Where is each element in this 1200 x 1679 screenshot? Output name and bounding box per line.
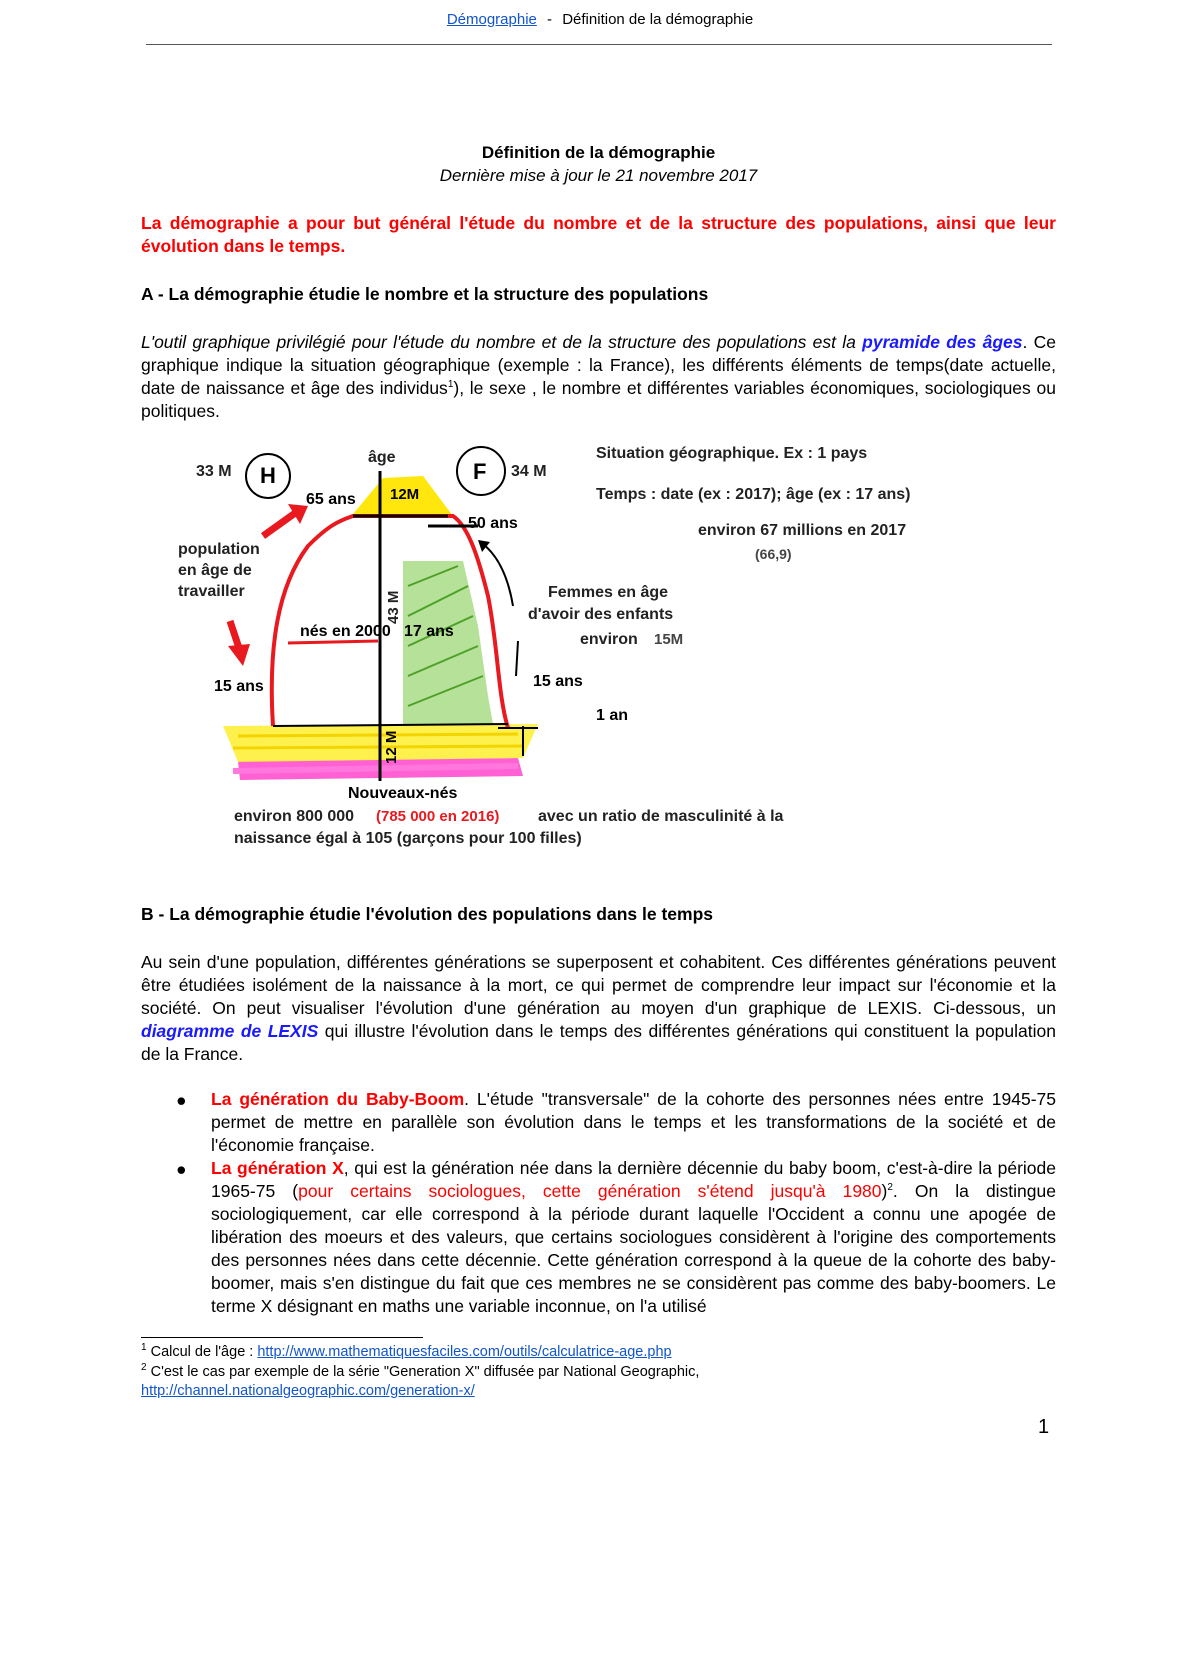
fig-femmes1: Femmes en âge xyxy=(548,584,669,601)
fig-temps: Temps : date (ex : 2017); âge (ex : 17 ans) xyxy=(596,486,911,503)
fig-pop1: population xyxy=(178,541,260,558)
footnote-ref-2[interactable]: 2 xyxy=(887,1182,893,1194)
fig-15ans-right: 15 ans xyxy=(533,673,583,690)
fig-12m-bottom: 12 M xyxy=(383,730,400,764)
section-b-text-end: qui illustre l'évolution dans le temps des différentes générations qui constituent la population de la France. xyxy=(141,1021,1056,1064)
fig-785: (785 000 en 2016) xyxy=(376,808,500,825)
fig-env67: environ 67 millions en 2017 xyxy=(698,522,907,539)
footnote-1-text: Calcul de l'âge : xyxy=(146,1344,258,1360)
section-a-text-mid: . Ce graphique indique la situation géographique (exemple : la France), les différents éléments de temps(date actuelle, date de naissance et âge des individus xyxy=(141,332,1056,398)
bullet-marker-1: ● xyxy=(176,1090,187,1110)
section-b-paragraph xyxy=(141,951,1056,1066)
header-divider xyxy=(146,44,1052,45)
footnote-1-num: 1 xyxy=(141,1342,147,1354)
page-number: 1 xyxy=(1038,1416,1050,1438)
section-a-heading: A - La démographie étudie le nombre et la structure des populations xyxy=(141,284,709,304)
page-title: Définition de la démographie xyxy=(481,143,716,162)
bullet-item-babyboom xyxy=(211,1088,1056,1157)
fig-ratio: avec un ratio de masculinité à la xyxy=(538,808,784,825)
fig-1an: 1 an xyxy=(596,707,629,724)
fig-50ans: 50 ans xyxy=(468,515,518,532)
footnote-2-link[interactable]: http://channel.nationalgeographic.com/generation-x/ xyxy=(141,1383,475,1399)
bullet-2-text3: . On la distingue sociologiquement, car elle correspond à la période durant laquelle l'Occident a connu une apogée de libération des moeurs et des valeurs, que certains sociologues considèrent à l'origine des comportements des personnes nées dans cette décennie. Cette génération correspond à la queue de la cohorte des baby-boomer, mais s'en distingue du fait que ces membres ne se considèrent pas comme des baby-boomers. Le terme X désignant en maths une variable inconnue, on l'a utilisé xyxy=(211,1181,1056,1316)
fig-age: âge xyxy=(368,449,396,466)
header-link-demographie[interactable]: Démographie xyxy=(446,11,537,28)
section-a-paragraph xyxy=(141,331,1056,423)
footnote-divider xyxy=(141,1337,423,1338)
fig-43m: 43 M xyxy=(385,590,402,624)
footnote-2 xyxy=(141,1363,1056,1401)
footnote-1 xyxy=(141,1343,1056,1362)
section-a-text-end: ), le sexe , le nombre et différentes variables économiques, sociologiques ou politiques. xyxy=(141,378,1056,421)
bullet-2-text1: , qui est la génération née dans la dernière décennie du baby boom, c'est-à-dire la période 1965-75 ( xyxy=(211,1158,1056,1201)
fig-f: F xyxy=(473,459,487,484)
fig-15m: 15M xyxy=(654,631,684,648)
fig-nes2000: nés en 2000 xyxy=(300,623,391,640)
fig-env800: environ 800 000 xyxy=(234,808,355,825)
bullet-marker-2: ● xyxy=(176,1159,187,1179)
fig-65ans: 65 ans xyxy=(306,491,356,508)
bullet-2-red: pour certains sociologues, cette génération s'étend jusqu'à 1980 xyxy=(298,1181,882,1201)
fig-669: (66,9) xyxy=(755,546,792,562)
fig-pop2: en âge de xyxy=(178,562,252,579)
fig-nouveaux-nes: Nouveaux-nés xyxy=(348,785,458,802)
footnote-1-link[interactable]: http://www.mathematiquesfaciles.com/outils/calculatrice-age.php xyxy=(257,1344,672,1360)
fig-12m-top: 12M xyxy=(390,486,420,503)
bullet-1-title: La génération du Baby-Boom xyxy=(211,1089,465,1109)
update-date: Dernière mise à jour le 21 novembre 2017 xyxy=(439,166,758,185)
section-a-text-start: L'outil graphique privilégié pour l'étude du nombre et de la structure des populations est la xyxy=(141,332,863,352)
fig-m34: 34 M xyxy=(511,463,547,480)
bullet-2-text2: ) xyxy=(881,1181,888,1201)
fig-m33: 33 M xyxy=(196,463,232,480)
bullet-1-text: . L'étude "transversale" de la cohorte des personnes nées entre 1945-75 permet de mettre en parallèle son évolution dans le temps et les transformations de la société et de l'économie française. xyxy=(211,1089,1056,1155)
section-b-heading: B - La démographie étudie l'évolution des populations dans le temps xyxy=(141,904,714,924)
fig-naissance: naissance égal à 105 (garçons pour 100 filles) xyxy=(234,830,582,847)
bullet-item-generation-x xyxy=(211,1157,1056,1318)
fig-17ans: 17 ans xyxy=(404,623,454,640)
footnote-2-num: 2 xyxy=(141,1362,147,1374)
fig-femmes2: d'avoir des enfants xyxy=(528,606,674,623)
footnote-2-text: C'est le cas par exemple de la série "Generation X" diffusée par National Geographic, xyxy=(146,1364,700,1380)
age-pyramid-figure xyxy=(178,445,911,860)
lexis-link[interactable]: diagramme de LEXIS xyxy=(141,1021,319,1041)
page-header xyxy=(0,11,1200,28)
section-b-text-start: Au sein d'une population, différentes générations se superposent et cohabitent. Ces différentes générations peuvent être étudiées isolément de la naissance à la mort, ce qui permet de comprendre leur impact sur l'économie et la société. On peut visualiser l'évolution d'une génération au moyen d'un graphique de LEXIS. Ci-dessous, un xyxy=(141,952,1056,1018)
pyramide-link[interactable]: pyramide des âges xyxy=(862,332,1023,352)
fig-pop3: travailler xyxy=(178,583,245,600)
fig-geo: Situation géographique. Ex : 1 pays xyxy=(596,445,868,462)
arrow-65 xyxy=(263,511,298,536)
fig-15ans-left: 15 ans xyxy=(214,678,264,695)
header-separator: - xyxy=(547,11,553,28)
footnote-ref-1[interactable]: 1 xyxy=(447,379,454,391)
bullet-2-title: La génération X xyxy=(211,1158,344,1178)
fig-environ: environ xyxy=(580,631,638,648)
lead-paragraph: La démographie a pour but général l'étude du nombre et de la structure des populations, ainsi que leur évolution dans le temps. xyxy=(141,213,1056,256)
fig-h: H xyxy=(260,463,276,488)
header-title: Définition de la démographie xyxy=(562,11,754,28)
